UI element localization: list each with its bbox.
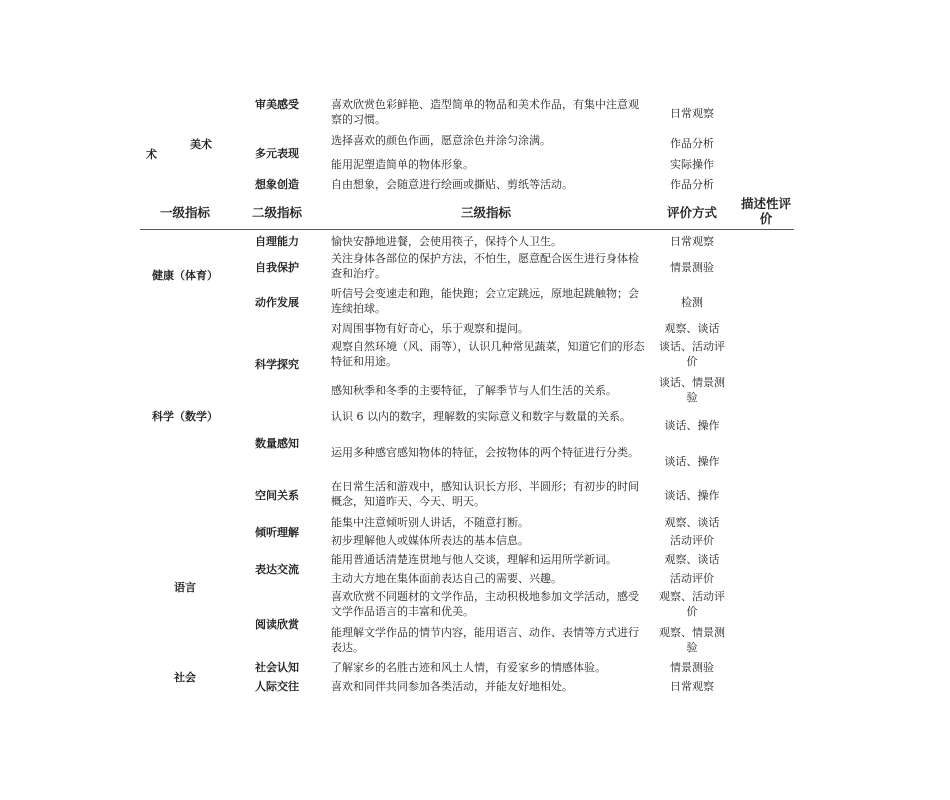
health-l2-motor: 动作发展 (255, 296, 299, 309)
social-l2-cognition: 社会认知 (255, 661, 299, 674)
language-l3-read-2: 能理解文学作品的情节内容，能用语言、动作、表情等方式进行表达。 (331, 626, 639, 654)
social-l3-interaction: 喜欢和同伴共同参加各类活动，并能友好地相处。 (331, 680, 573, 693)
social-method-interaction: 日常观察 (670, 680, 714, 693)
header-desc: 描述性评价 (740, 196, 791, 226)
science-l3-explore-1: 对周围事物有好奇心，乐于观察和提问。 (331, 322, 529, 335)
science-l2-quantity: 数量感知 (255, 437, 299, 450)
science-l3-explore-2: 观察自然环境（风、雨等），认识几种常见蔬菜，知道它们的形态特征和用途。 (331, 340, 645, 368)
language-method-express-1: 观察、谈话 (664, 553, 720, 566)
art-l2-aesthetic: 审美感受 (255, 98, 299, 111)
header-l2: 二级指标 (251, 205, 302, 220)
art-method-expression-b: 实际操作 (670, 158, 714, 171)
science-l3-quantity-2: 运用多种感官感知物体的特征，会按物体的两个特征进行分类。 (331, 446, 639, 459)
health-l3-protect: 关注身体各部位的保护方法，不怕生，愿意配合医生进行身体检查和治疗。 (331, 252, 639, 280)
language-method-read-2: 观察、情景测验 (659, 626, 725, 654)
language-l2-listen: 倾听理解 (255, 526, 299, 539)
language-l3-listen-2: 初步理解他人或媒体所表达的基本信息。 (331, 534, 529, 547)
language-method-listen-2: 活动评价 (670, 534, 714, 547)
art-l3-expression-b: 能用泥塑造简单的物体形象。 (331, 158, 474, 171)
header-rule (140, 229, 794, 230)
language-l3-express-2: 主动大方地在集体面前表达自己的需要、兴趣。 (331, 572, 562, 585)
art-l2-imagination: 想象创造 (255, 178, 299, 191)
science-method-quantity-1: 谈话、操作 (664, 419, 720, 432)
language-method-read-1: 观察、活动评价 (659, 590, 725, 618)
language-l3-listen-1: 能集中注意倾听别人讲话，不随意打断。 (331, 516, 529, 529)
art-l3-expression-a: 选择喜欢的颜色作画，愿意涂色并涂匀涂满。 (331, 134, 551, 147)
art-l2-expression: 多元表现 (255, 147, 299, 160)
science-method-quantity-2: 谈话、操作 (664, 455, 720, 468)
art-l1-label-tail: 术 (146, 148, 157, 161)
health-l2-protect: 自我保护 (255, 261, 299, 274)
art-l3-imagination: 自由想象，会随意进行绘画或撕贴、剪纸等活动。 (331, 178, 573, 191)
language-l2-express: 表达交流 (255, 563, 299, 576)
health-method-selfcare: 日常观察 (670, 235, 714, 248)
art-method-aesthetic: 日常观察 (670, 107, 714, 120)
language-l3-read-1: 喜欢欣赏不同题材的文学作品，主动积极地参加文学活动，感受文学作品语言的丰富和优美。 (331, 590, 639, 618)
health-method-motor: 检测 (681, 296, 703, 309)
language-method-express-2: 活动评价 (670, 572, 714, 585)
health-l3-selfcare: 愉快安静地进餐，会使用筷子，保持个人卫生。 (331, 235, 562, 248)
language-method-listen-1: 观察、谈话 (664, 516, 720, 529)
language-l1: 语言 (174, 581, 196, 594)
science-l3-space: 在日常生活和游戏中，感知认识长方形、半圆形；有初步的时间概念，知道昨天、今天、明天。 (331, 480, 639, 508)
science-method-space: 谈话、操作 (664, 489, 720, 502)
science-l3-quantity-1: 认识 6 以内的数字，理解数的实际意义和数字与数量的关系。 (331, 410, 631, 423)
science-l2-explore: 科学探究 (255, 358, 299, 371)
science-method-explore-1: 观察、谈话 (664, 322, 720, 335)
header-l3: 三级指标 (460, 205, 511, 220)
social-method-cognition: 情景测验 (670, 661, 714, 674)
health-l2-selfcare: 自理能力 (255, 235, 299, 248)
health-l3-motor: 听信号会变速走和跑，能快跑；会立定跳远，原地起跳触物；会连续拍球。 (331, 287, 639, 315)
social-l2-interaction: 人际交往 (255, 680, 299, 693)
social-l3-cognition: 了解家乡的名胜古迹和风土人情，有爱家乡的情感体验。 (331, 661, 606, 674)
language-l3-express-1: 能用普通话清楚连贯地与他人交谈，理解和运用所学新词。 (331, 553, 617, 566)
art-l3-aesthetic: 喜欢欣赏色彩鲜艳、造型简单的物品和美术作品，有集中注意观察的习惯。 (331, 98, 639, 126)
health-l1: 健康（体育） (152, 269, 218, 282)
art-method-expression-a: 作品分析 (670, 137, 714, 150)
science-l2-space: 空间关系 (255, 489, 299, 502)
header-l1: 一级指标 (159, 205, 210, 220)
science-l1: 科学（数学） (152, 410, 218, 423)
language-l2-read: 阅读欣赏 (255, 618, 299, 631)
header-method: 评价方式 (666, 205, 717, 220)
science-method-explore-3: 谈话、情景测验 (659, 376, 725, 404)
art-method-imagination: 作品分析 (670, 178, 714, 191)
health-method-protect: 情景测验 (670, 261, 714, 274)
social-l1: 社会 (174, 671, 196, 684)
art-l1-label: 美术 (190, 138, 212, 151)
science-l3-explore-3: 感知秋季和冬季的主要特征，了解季节与人们生活的关系。 (331, 384, 617, 397)
science-method-explore-2: 谈话、活动评价 (659, 340, 725, 368)
